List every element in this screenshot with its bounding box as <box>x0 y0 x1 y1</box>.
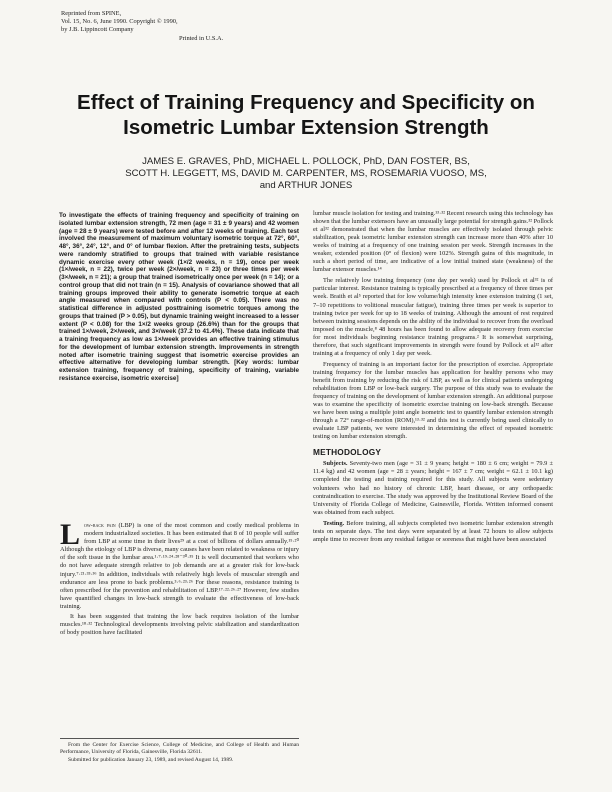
body-paragraph-3: Frequency of training is an important factor for the prescription of exercise. Appropriate training frequency for the lumbar muscles has application for healthy persons who may benefit from training by reducing the risk of LBP, as well as for clinical patients undergoing rehabilitation from LBP or low-back surgery. The purpose of this study was to evaluate the frequency of training on the development of lumbar extension strength. An additional purpose was to examine the specificity of isometric exercise training on low-back strength. Because we have been using a multiple joint angle isometric test to quantify lumbar extension strength through a 72° range-of-motion (ROM),¹³·³² and this test is currently being used clinically to evaluate LBP patients, we were interested in determining the effect of repeated isometric testing on lumbar extension strength. <box>313 360 553 441</box>
subjects-paragraph <box>313 460 553 516</box>
body-paragraph-2: The relatively low training frequency (one day per week) used by Pollock et al³² is of particular interest. Resistance training is typically prescribed at a frequency of three times per week. Braith et al⁵ reported that for low volume/high intensity knee extension training (1 set, 7–10 repetitions to volitional muscular fatigue), training three times per week is superior to training twice per week for up to 18 weeks of training. Although the amount of rest required between training sessions depends on the ability of the individual to recover from the overload imposed on the muscle,⁸ 48 hours has been found to allow adequate recovery from exercise for most individuals beginning resistance training programs.² It is somewhat surprising, therefore, that such significant improvements in strength were found by Pollock et al³² after training at a frequency of only 1 day per week. <box>313 277 553 357</box>
methodology-heading: METHODOLOGY <box>313 447 382 458</box>
reprint-publisher: by J.B. Lippincott Company <box>61 26 134 34</box>
testing-label: Testing. <box>323 519 345 527</box>
left-column <box>60 518 299 639</box>
subjects-label: Subjects. <box>323 460 348 468</box>
intro-lead-smallcaps: ow-back pain <box>84 522 116 529</box>
body-paragraph-1: lumbar muscle isolation for testing and training.¹³·³² Recent research using this technology has shown that the lumbar extensors have an unusually large potential for strength gains.³² Pollock et al³² demonstrated that when the lumbar muscles are effectively isolated through pelvic stabilization, peak isometric lumbar extension strength can increase more than 40% after 10 weeks of training at a frequency of one training session per week. Strength increases in the weaker, extended position (0° of flexion) were 102%. Strength gains of this magnitude, in such a short period of time, are indicative of a low initial trained state (weakness) of the lumbar extensor muscles.¹⁴ <box>313 210 553 274</box>
reprint-volume: Vol. 15, No. 6, June 1990. Copyright © 1990, <box>61 18 178 26</box>
author-line-3: and ARTHUR JONES <box>259 180 353 191</box>
footnotes <box>60 738 299 764</box>
author-list <box>50 156 562 192</box>
paper-title: Effect of Training Frequency and Specificity on Isometric Lumbar Extension Strength <box>77 91 535 139</box>
testing-text: Before training, all subjects completed two isometric lumbar extension strength tests on separate days. The test days were separated by at least 72 hours to allow subjects ample time to recover from any residual fatigue or soreness that might have been associated <box>313 519 553 543</box>
reprint-printed: Printed in U.S.A. <box>179 34 224 42</box>
intro-paragraph-1-text: (LBP) is one of the most common and costly medical problems in modern industrialized societies. It has been estimated that 8 of 10 people will suffer from LBP at some time in their lives²⁹ at a cost of billions of dollars annually.¹⁵·²⁰ Although the etiology of LBP is diverse, many causes have been related to weakness or injury of the soft tissue in the lumbar area.¹·⁷·¹⁹·²⁴·²⁸⁻³⁰·³⁵ It is well documented that workers who do not have adequate strength relative to job demands are at a greater risk for low-back injury.⁷·²¹·³³·³⁶ In addition, individuals with relatively high levels of muscular strength and endurance are less prone to back problems.³·⁶·²³·²⁶ For these reasons, resistance training is often prescribed for the prevention and rehabilitation of LBP.¹⁷·²²·²⁶·²⁷ However, few studies have quantified changes in low-back strength to evaluate the effectiveness of low-back training. <box>60 522 299 610</box>
submission-footnote: Submitted for publication January 23, 1989, and revised August 14, 1989. <box>68 756 234 763</box>
intro-paragraph-2: It has been suggested that training the low back requires isolation of the lumbar muscles.¹⁸·³² Technological developments involving pelvic stabilization and standardization of body position have facilitated <box>60 613 299 637</box>
testing-paragraph <box>313 520 553 544</box>
author-line-2: SCOTT H. LEGGETT, MS, DAVID M. CARPENTER, MS, ROSEMARIA VUOSO, MS, <box>125 168 487 179</box>
right-column <box>313 210 553 547</box>
author-line-1: JAMES E. GRAVES, PhD, MICHAEL L. POLLOCK, PhD, DAN FOSTER, BS, <box>142 156 470 167</box>
subjects-text: Seventy-two men (age = 31 ± 9 years; height = 180 ± 6 cm; weight = 79.9 ± 11.4 kg) and 42 women (age = 28 ± years; height = 167 ± 7 cm; weight = 62.1 ± 10.1 kg) completed the testing and training required for this study. All subjects were sedentary volunteers who had no history of chronic LBP, heart disease, or any orthopaedic contraindication to exercise. The study was approved by the Institutional Review Board of the University of Florida College of Medicine, Gainesville, Florida. Written informed consent was obtained from each subject. <box>313 460 553 516</box>
reprint-source: Reprinted from SPINE, <box>61 10 122 17</box>
abstract: To investigate the effects of training frequency and specificity of training on isolated lumbar extension strength, 72 men (age = 31 ± 9 years) and 42 women (age = 28 ± 9 years) were tested before and after 12 weeks of training. Each test involved the measurement of maximum voluntary isometric torque at 72°, 60°, 48°, 36°, 24°, 12°, and 0° of lumbar flexion. After the pretraining tests, subjects were randomly stratified to groups that trained with variable resistance dynamic exercise every other week (1×/2 weeks, n = 19), once per week (1×/week, n = 22), twice per week (2×/week, n = 23) or three times per week (3×/week, n = 21); a group that trained isometrically once per week (n = 14); or a control group that did not train (n = 15). Analysis of covariance showed that all training groups improved their ability to generate isometric torque at each angle measured when compared with controls (P < 0.05). There was no statistical difference in adjusted posttraining isometric torques among the groups that trained (P > 0.05), but dynamic training weight increased to a lesser extent (P < 0.08) for the 1×/2 weeks group (26.6%) than for the groups that trained 1×/week, 2×/week, and 3×/week (37.2 to 41.4%). These data indicate that a training frequency as low as 1×/week provides an effective training stimulus for the development of lumbar extension strength. Improvements in strength noted after isometric training suggest that isometric exercise provides an effective alternative for developing lumbar strength. [Key words: lumbar extension training, frequency of training, specificity of training, variable resistance exercise, isometric exercise] <box>59 212 299 382</box>
reprint-notice <box>61 10 301 43</box>
drop-cap: L <box>60 518 81 551</box>
intro-paragraph-1 <box>60 518 299 611</box>
affiliation-footnote: From the Center for Exercise Science, College of Medicine, and College of Health and Human Performance, University of Florida, Gainesville, Florida 32611. <box>60 742 299 755</box>
